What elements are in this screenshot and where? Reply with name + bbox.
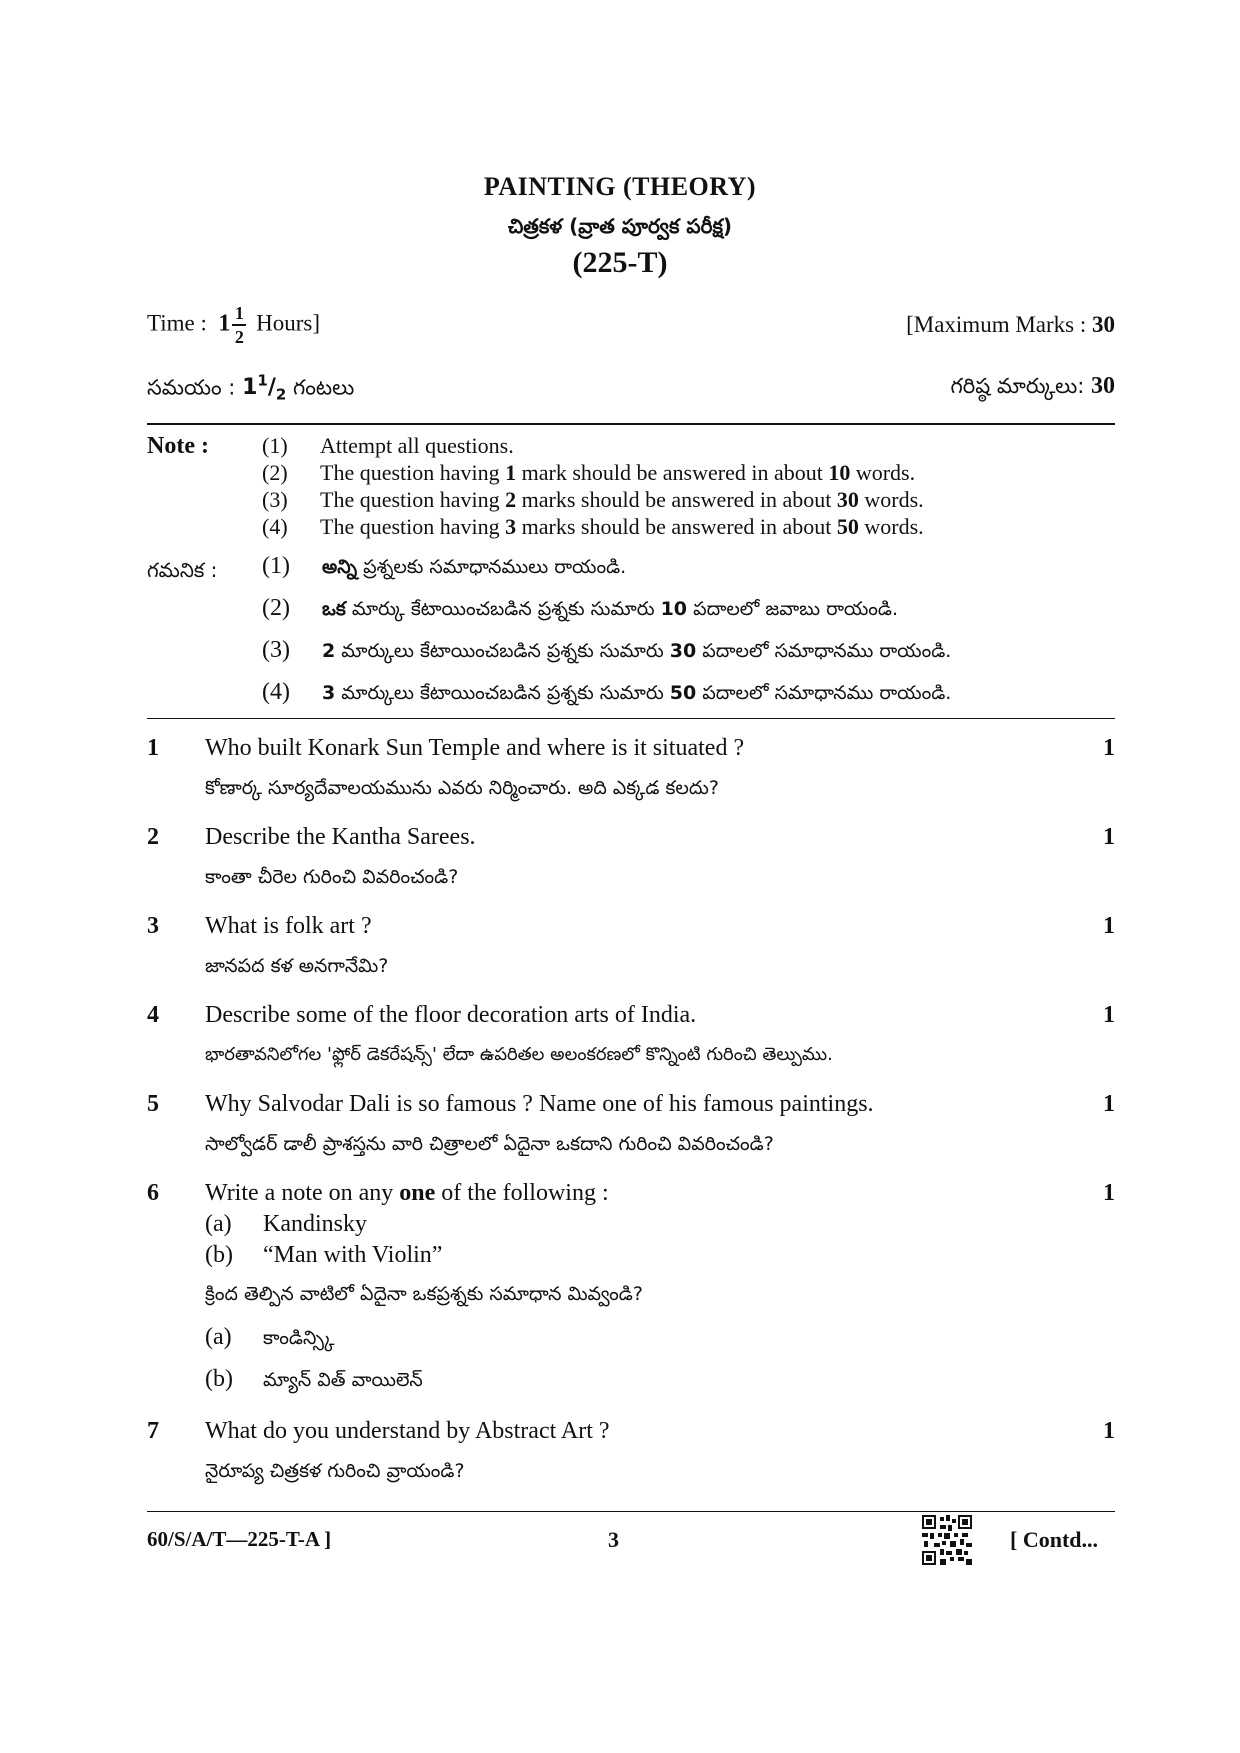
question-text-telugu: భారతావనిలోగల 'ఫ్లోర్ డెకరేషన్స్' లేదా ఉపరితల అలంకరణలో కొన్నింటి గురించి తెల్పుము. [205, 1044, 833, 1065]
time-allowed [147, 304, 320, 346]
paper-title: PAINTING (THEORY) [483, 172, 757, 201]
question-marks: 1 [1103, 1180, 1115, 1206]
question-marks: 1 [1103, 1091, 1115, 1117]
paper-title-telugu: చిత్రకళ (వ్రాత పూర్వక పరీక్ష) [507, 214, 733, 238]
max-marks-telugu: గరిష్ఠ మార్కులు: 30 [950, 373, 1115, 400]
question-marks: 1 [1103, 1002, 1115, 1028]
question-marks: 1 [1103, 824, 1115, 850]
note-heading-telugu: గమనిక : [147, 558, 218, 582]
paper-footer-code: 60/S/A/T—225-T-A ] [147, 1527, 332, 1551]
time-whole: 1 [218, 310, 231, 337]
question-text-telugu: సాల్వోడర్ డాలీ ప్రాశస్తను వారి చిత్రాలలో ఏదైనా ఒకదాని గురించి వివరించండి? [205, 1133, 774, 1155]
time-row-telugu [147, 372, 1115, 405]
page-number: 3 [608, 1527, 619, 1552]
time-row [147, 304, 1115, 346]
question-text: What do you understand by Abstract Art ? [205, 1418, 610, 1444]
note-item: (1) Attempt all questions. [262, 433, 514, 458]
question-text-telugu: క్రింద తెల్పిన వాటిలో ఏదైనా ఒకప్రశ్నకు సమాధాన మివ్వండి? [205, 1283, 643, 1305]
time-label: Time : [147, 310, 207, 336]
note-item: (2) The question having 1 mark should be answered in about 10 words. [262, 460, 916, 485]
question-text-telugu: జానపద కళ అనగానేమి? [205, 955, 389, 977]
time-unit: Hours] [256, 310, 321, 336]
note-item: (4) The question having 3 marks should be answered in about 50 words. [262, 514, 924, 539]
footer-divider [147, 1511, 1115, 1512]
qr-code-icon [922, 1515, 972, 1565]
note-item-telugu: (2) ఒక మార్కు కేటాయించబడిన ప్రశ్నకు సుమారు 10 పదాలలో జవాబు రాయండి. [262, 595, 899, 621]
question-text-telugu: నైరూప్య చిత్రకళ గురించి వ్రాయండి? [205, 1460, 465, 1482]
question-number: 7 [147, 1418, 159, 1444]
question-number: 6 [147, 1180, 159, 1206]
question-text: Who built Konark Sun Temple and where is it situated ? [205, 735, 745, 761]
option-b: (b) “Man with Violin” [205, 1242, 443, 1268]
question-number: 1 [147, 735, 159, 761]
option-a-telugu: (a) కాండిన్స్కి [205, 1324, 335, 1350]
question-number: 4 [147, 1002, 159, 1028]
question-number: 2 [147, 824, 159, 850]
time-fraction: $\frac{1}{2}$ [232, 304, 246, 346]
time-allowed-telugu: సమయం : $1^1/_2$ గంటలు [147, 372, 355, 404]
question-text: Why Salvodar Dali is so famous ? Name one of his famous paintings. [205, 1091, 874, 1117]
note-item-telugu: (3) 2 మార్కులు కేటాయించబడిన ప్రశ్నకు సుమారు 30 పదాలలో సమాధానము రాయండి. [262, 637, 952, 663]
note-item-telugu: (1) అన్ని ప్రశ్నలకు సమాధానములు రాయండి. [262, 553, 627, 579]
question-marks: 1 [1103, 735, 1115, 761]
paper-code: (225-T) [572, 246, 668, 279]
question-marks: 1 [1103, 913, 1115, 939]
question-text-telugu: కోణార్క సూర్యదేవాలయమును ఎవరు నిర్మించారు. అది ఎక్కడ కలదు? [205, 777, 719, 799]
max-marks: [Maximum Marks : 30 [906, 312, 1115, 337]
note-heading: Note : [147, 433, 209, 459]
question-text: Describe the Kantha Sarees. [205, 824, 476, 850]
notes-divider [147, 718, 1115, 719]
question-marks: 1 [1103, 1418, 1115, 1444]
question-number: 3 [147, 913, 159, 939]
question-text-telugu: కాంతా చీరెల గురించి వివరించండి? [205, 866, 459, 888]
question-text: Describe some of the floor decoration arts of India. [205, 1002, 697, 1028]
note-item-telugu: (4) 3 మార్కులు కేటాయించబడిన ప్రశ్నకు సుమారు 50 పదాలలో సమాధానము రాయండి. [262, 679, 952, 705]
question-number: 5 [147, 1091, 159, 1117]
question-text: Write a note on any one of the following : [205, 1180, 609, 1206]
question-text: What is folk art ? [205, 913, 372, 939]
continued-label: [ Contd... [1010, 1527, 1099, 1552]
option-b-telugu: (b) మ్యాన్ విత్ వాయిలెన్ [205, 1366, 423, 1392]
header-divider [147, 423, 1115, 425]
note-item: (3) The question having 2 marks should be answered in about 30 words. [262, 487, 924, 512]
option-a: (a) Kandinsky [205, 1211, 367, 1237]
